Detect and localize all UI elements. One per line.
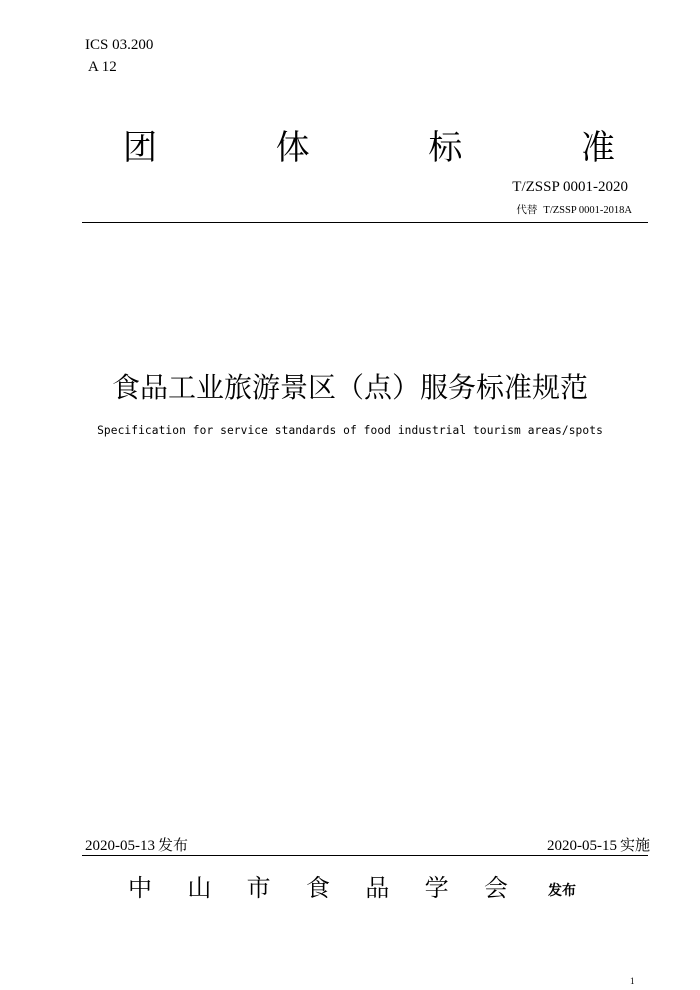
top-divider: [82, 222, 648, 223]
issuer-label: 发布: [548, 883, 576, 899]
issuer-char: 中: [128, 874, 152, 902]
bottom-divider: [82, 855, 648, 856]
document-title-zh: 食品工业旅游景区（点）服务标准规范: [111, 371, 588, 404]
standard-type-char: 团: [123, 128, 157, 168]
issuer-char: 会: [483, 874, 508, 902]
replaces-label: 代替: [516, 204, 538, 216]
ics-code: ICS 03.200: [85, 37, 154, 53]
standard-type-title: [123, 128, 615, 168]
issuer-char: 市: [246, 874, 271, 902]
replaces-line: [516, 203, 632, 218]
standard-number: T/ZSSP 0001-2020: [512, 179, 628, 195]
document-title-en: Specification for service standards of food industrial tourism areas/spots: [97, 424, 603, 437]
implement-date: 2020-05-15: [546, 838, 617, 854]
publish-label: 发布: [158, 836, 189, 854]
standard-type-char: 标: [428, 128, 463, 168]
implement-date-line: [547, 836, 650, 856]
issuer-char: 学: [424, 874, 449, 902]
publish-date-line: [85, 836, 188, 856]
classification-code: A 12: [88, 59, 117, 75]
standard-type-char: 体: [275, 128, 310, 168]
publish-date: 2020-05-13: [85, 838, 155, 854]
implement-label: 实施: [619, 836, 650, 854]
issuer-char: 品: [365, 874, 390, 902]
standard-type-char: 准: [580, 128, 615, 168]
issuer-name: [128, 873, 508, 903]
replaces-number: T/ZSSP 0001-2018A: [543, 205, 632, 216]
issuer-char: 山: [187, 874, 212, 902]
page-number: 1: [630, 976, 635, 986]
issuer-char: 食: [305, 874, 330, 902]
